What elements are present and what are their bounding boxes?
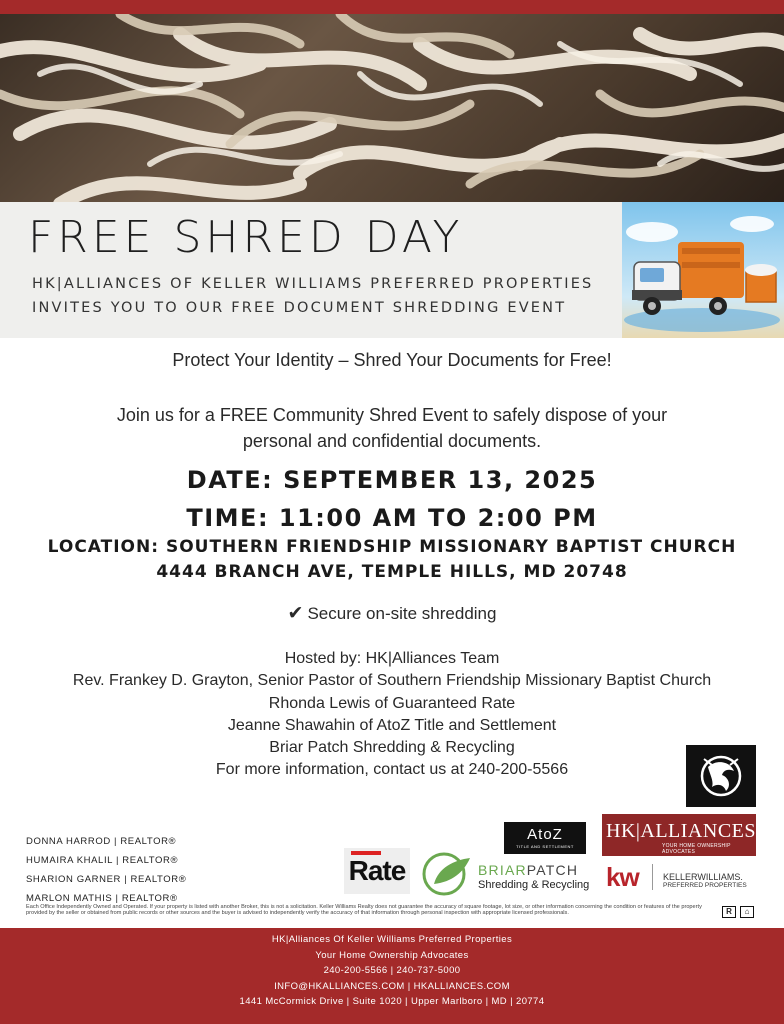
footer <box>0 928 784 1024</box>
footer-phones: 240-200-5566 | 240-737-5000 <box>323 965 461 976</box>
subtitle-line-1: HK|ALLIANCES OF KELLER WILLIAMS PREFERRED PROPERTIES <box>32 276 594 292</box>
tagline: Protect Your Identity – Shred Your Documents for Free! <box>172 350 612 370</box>
subtitle-line-2: INVITES YOU TO OUR FREE DOCUMENT SHREDDING EVENT <box>32 300 567 316</box>
hosts-line: Rev. Frankey D. Grayton, Senior Pastor of Southern Friendship Missionary Baptist Church <box>72 672 712 690</box>
legal-disclaimer: Each Office Independently Owned and Operated. If your property is listed with another Broker, this is not a solicitation. Keller Williams Realty does not guarantee the accuracy of square footage, lot size, or other information concerning the condition or features of the property provided by the seller or obtained from public records or other sources and the buyer is advised to independently verify the accuracy of that information through personal inspection with appropriate licensed professionals. <box>26 904 702 917</box>
footer-tagline: Your Home Ownership Advocates <box>315 949 469 961</box>
briar-patch-name: BRIARPATCH <box>478 862 579 878</box>
event-description-line-1: Join us for a FREE Community Shred Event to safely dispose of your <box>116 405 668 425</box>
event-time: TIME: 11:00 AM TO 2:00 PM <box>186 504 598 532</box>
contact-line: For more information, contact us at 240-200-5566 <box>215 761 569 779</box>
event-date: DATE: SEPTEMBER 13, 2025 <box>186 466 598 494</box>
footer-address: 1441 McCormick Drive | Suite 1020 | Upper Marlboro | MD | 20774 <box>239 996 545 1007</box>
kw-name: KELLERWILLIAMS. <box>663 872 743 882</box>
hosts-line: Jeanne Shawahin of AtoZ Title and Settlement <box>227 716 557 734</box>
shredding-truck-icon <box>622 202 784 338</box>
atoz-logo <box>504 822 586 854</box>
agent-name: MARLON MATHIS | REALTOR® <box>26 893 178 904</box>
hosts-list <box>0 648 784 782</box>
top-accent-bar <box>0 0 784 14</box>
hk-alliances-logo <box>602 814 756 856</box>
event-location-line-1: LOCATION: SOUTHERN FRIENDSHIP MISSIONARY BAPTIST CHURCH <box>47 537 737 557</box>
rate-accent-mark <box>351 851 381 855</box>
rate-logo-text: Rate <box>348 855 406 886</box>
secure-shredding-note <box>0 602 784 625</box>
agent-name: HUMAIRA KHALIL | REALTOR® <box>26 855 179 866</box>
footer-email-web: INFO@HKALLIANCES.COM | HKALLIANCES.COM <box>274 980 510 992</box>
realtor-icon: R <box>722 906 736 918</box>
atoz-logo-subtitle: TITLE AND SETTLEMENT <box>516 844 574 849</box>
equal-housing-icon: ⌂ <box>740 906 754 918</box>
checkmark-icon: ✔ <box>287 603 304 624</box>
hosts-line: Hosted by: HK|Alliances Team <box>284 650 500 667</box>
page-title: FREE SHRED DAY <box>28 212 464 263</box>
event-description-line-2: personal and confidential documents. <box>242 431 542 451</box>
kw-office: PREFERRED PROPERTIES <box>663 882 747 889</box>
kw-mark: kw <box>606 862 639 892</box>
shredded-paper-illustration <box>0 14 784 202</box>
dragon-logo <box>686 745 756 807</box>
atoz-logo-text: AtoZ <box>527 826 563 843</box>
kw-divider <box>652 864 653 890</box>
hosts-line: Rhonda Lewis of Guaranteed Rate <box>268 694 516 712</box>
agent-name: DONNA HARROD | REALTOR® <box>26 836 177 847</box>
hk-alliances-logo-text: HK|ALLIANCES <box>606 820 756 842</box>
agent-name: SHARION GARNER | REALTOR® <box>26 874 187 885</box>
shredded-paper-hero-image <box>0 14 784 202</box>
dragon-icon <box>686 745 756 807</box>
secure-shredding-text: Secure on-site shredding <box>307 604 497 623</box>
event-description <box>0 402 784 454</box>
guaranteed-rate-logo <box>344 848 410 894</box>
briar-patch-logo <box>420 850 590 896</box>
hosts-line: Briar Patch Shredding & Recycling <box>269 739 515 757</box>
briar-patch-subtitle: Shredding & Recycling <box>478 879 590 891</box>
agents-list <box>26 832 186 908</box>
hk-alliances-tagline: YOUR HOME OWNERSHIP ADVOCATES <box>662 843 731 855</box>
footer-company: HK|Alliances Of Keller Williams Preferred Properties <box>271 934 513 945</box>
shredding-truck-illustration <box>622 202 784 338</box>
event-location-line-2: 4444 BRANCH AVE, TEMPLE HILLS, MD 20748 <box>156 562 628 582</box>
leaf-icon <box>420 850 476 896</box>
equal-housing-logos <box>722 906 754 918</box>
